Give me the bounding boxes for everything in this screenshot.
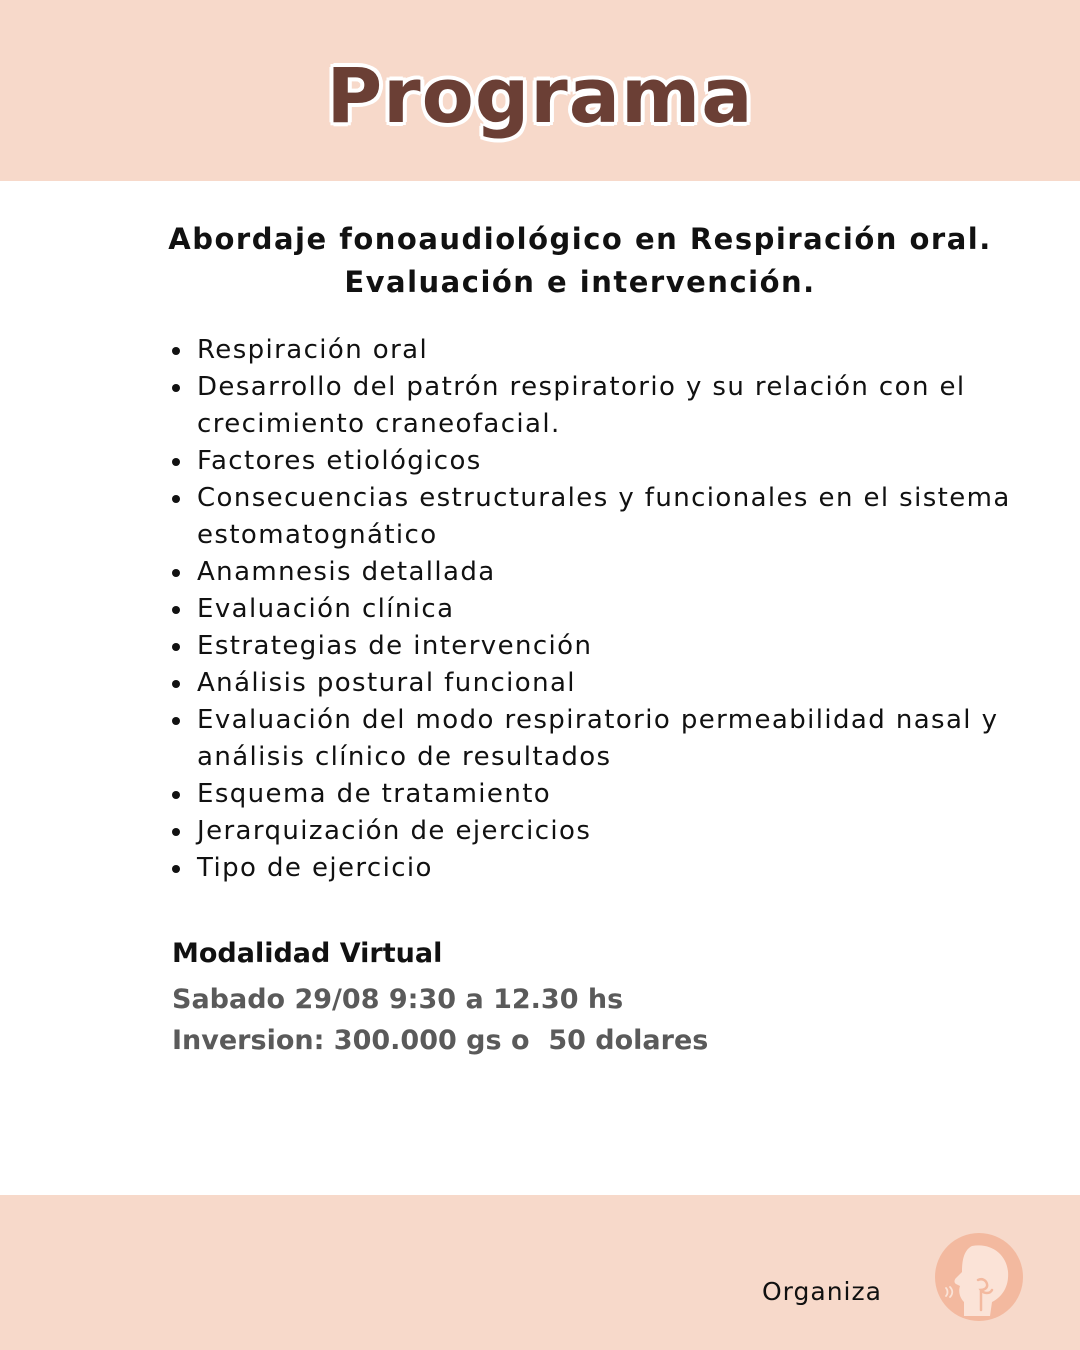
course-title [140, 218, 1020, 304]
list-item [172, 850, 1042, 887]
bullet-icon [172, 458, 180, 466]
footer-band [0, 1195, 1080, 1350]
bullet-icon [172, 717, 180, 725]
list-item [172, 480, 1042, 554]
list-item-text: Respiración oral [197, 335, 429, 365]
list-item [172, 591, 1042, 628]
organiza-label: Organiza [762, 1277, 882, 1306]
course-title-line-1: Abordaje fonoaudiológico en Respiración oral. [168, 222, 992, 256]
list-item-text: Factores etiológicos [197, 446, 482, 476]
list-item [172, 813, 1042, 850]
list-item-text: Tipo de ejercicio [197, 853, 433, 883]
list-item [172, 665, 1042, 702]
topic-list [172, 332, 1042, 887]
list-item-text: Desarrollo del patrón respiratorio y su relación con el crecimiento craneofacial. [197, 372, 966, 439]
list-item [172, 702, 1042, 776]
bullet-icon [172, 865, 180, 873]
modality-label: Modalidad Virtual [172, 938, 443, 969]
list-item [172, 776, 1042, 813]
list-item [172, 554, 1042, 591]
list-item [172, 332, 1042, 369]
bullet-icon [172, 828, 180, 836]
list-item-text: Estrategias de intervención [197, 631, 593, 661]
bullet-icon [172, 606, 180, 614]
profile-face-logo-icon [934, 1232, 1024, 1322]
list-item [172, 369, 1042, 443]
list-item-text: Análisis postural funcional [197, 668, 576, 698]
list-item [172, 628, 1042, 665]
bullet-icon [172, 384, 180, 392]
list-item-text: Evaluación del modo respiratorio permeabilidad nasal y análisis clínico de resultados [197, 705, 999, 772]
list-item [172, 443, 1042, 480]
bullet-icon [172, 680, 180, 688]
list-item-text: Consecuencias estructurales y funcionales en el sistema estomatognático [197, 483, 1011, 550]
list-item-text: Anamnesis detallada [197, 557, 496, 587]
list-item-text: Jerarquización de ejercicios [197, 816, 592, 846]
schedule-text: Sabado 29/08 9:30 a 12.30 hs [172, 984, 624, 1015]
list-item-text: Evaluación clínica [197, 594, 455, 624]
list-item-text: Esquema de tratamiento [197, 779, 552, 809]
bullet-icon [172, 643, 180, 651]
course-title-line-2: Evaluación e intervención. [344, 265, 816, 299]
bullet-icon [172, 347, 180, 355]
bullet-icon [172, 495, 180, 503]
bullet-icon [172, 791, 180, 799]
page-title: Programa [326, 51, 754, 140]
bullet-icon [172, 569, 180, 577]
price-text: Inversion: 300.000 gs o 50 dolares [172, 1025, 709, 1056]
